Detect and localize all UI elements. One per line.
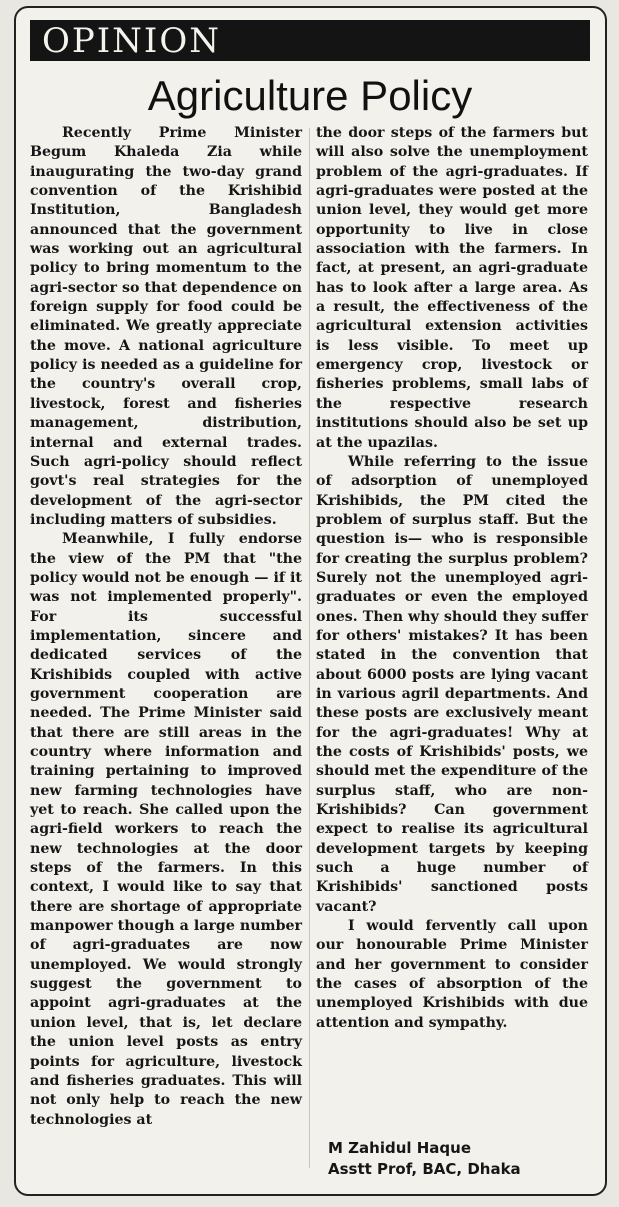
- author-signature: [328, 1138, 521, 1180]
- right-paragraph-3: I would fervently call upon our honourable Prime Minister and her government to consider the cases of absorption of the unemployed Krishibids with due attention and sympathy.: [316, 918, 588, 1031]
- left-column: [30, 124, 302, 1130]
- left-paragraph-1: Recently Prime Minister Begum Khaleda Zia while inaugurating the two-day grand convention of the Krishibid Institution, Bangladesh announced that the government was working out an agricultural policy to bring momentum to the agri-sector so that dependence on foreign supply for food could be eliminated. We greatly appreciate the move. A national agriculture policy is needed as a guideline for the country's overall crop, livestock, forest and fisheries management, distribution, internal and external trades. Such agri-policy should reflect govt's real strategies for the development of the agri-sector including matters of subsidies.: [30, 125, 302, 528]
- right-column: [316, 124, 588, 1033]
- right-paragraph-2: While referring to the issue of adsorption of unemployed Krishibids, the PM cited the problem of surplus staff. But the question is— who is responsible for creating the surplus problem? Surely not the unemployed agri-graduates or even the employed ones. Then why should they suffer for others' mistakes? It has been stated in the convention that about 6000 posts are lying vacant in various agril departments. And these posts are exclusively meant for the agri-graduates! Why at the costs of Krishibids' posts, we should met the expenditure of the surplus staff, who are non-Krishibids? Can government expect to realise its agricultural development targets by keeping such a huge number of Krishibids' sanctioned posts vacant?: [316, 453, 588, 915]
- author-title: Asstt Prof, BAC, Dhaka: [328, 1160, 521, 1178]
- article-headline: Agriculture Policy: [147, 72, 473, 119]
- left-paragraph-2: Meanwhile, I fully endorse the view of the PM that "the policy would not be enough — if it was not implemented properly". For its successful implementation, sincere and dedicated services of the Krishibids coupled with active government cooperation are needed. The Prime Minister said that there are still areas in the country where information and training pertaining to improved new farming technologies have yet to reach. She called upon the agri-field workers to reach the new technologies at the door steps of the farmers. In this context, I would like to say that there are shortage of appropriate manpower though a large number of agri-graduates are now unemployed. We would strongly suggest the government to appoint agri-graduates at the union level, that is, let declare the union level posts as entry points for agriculture, livestock and fisheries graduates. This will not only help to reach the new technologies at: [30, 531, 302, 1128]
- column-divider: [309, 128, 310, 1168]
- section-banner: [30, 20, 590, 61]
- author-name: M Zahidul Haque: [328, 1139, 472, 1157]
- section-label: OPINION: [42, 21, 221, 61]
- right-paragraph-1: the door steps of the farmers but will also solve the unemployment problem of the agri-graduates. If agri-graduates were posted at the union level, they would get more opportunity to live in close association with the farmers. In fact, at present, an agri-graduate has to look after a large area. As a result, the effectiveness of the agricultural extension activities is less visible. To meet up emergency crop, livestock or fisheries problems, small labs of the respective research institutions should also be set up at the upazilas.: [316, 125, 588, 451]
